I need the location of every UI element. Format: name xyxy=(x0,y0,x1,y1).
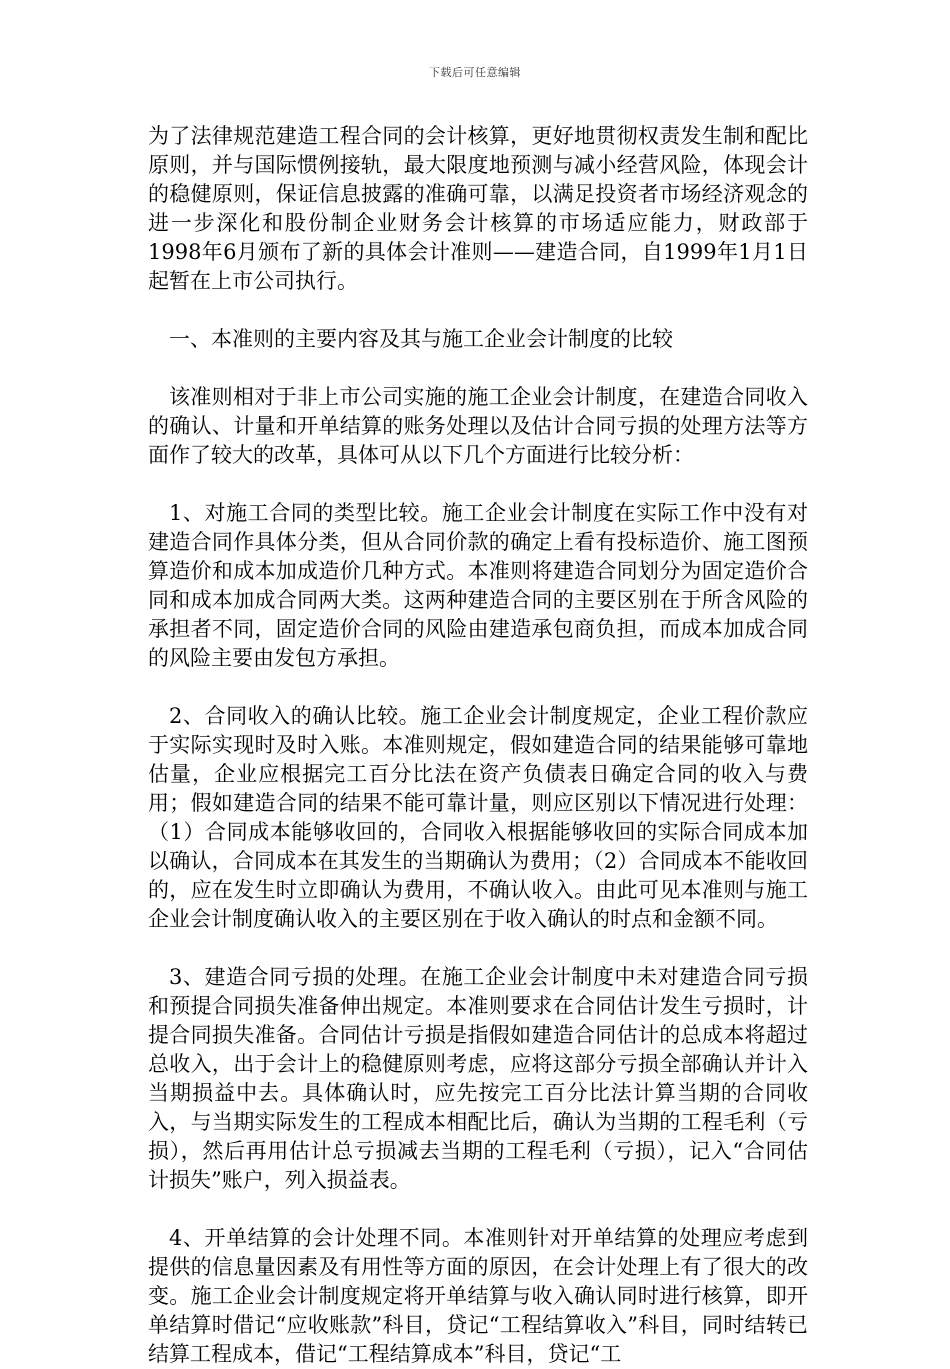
intro-paragraph: 为了法律规范建造工程合同的会计核算，更好地贯彻权责发生制和配比原则，并与国际惯例接轨，最大限度地预测与减小经营风险，体现会计的稳健原则，保证信息披露的准确可靠，以满足投资者市场经济观念的进一步深化和股份制企业财务会计核算的市场适应能力，财政部于1998年6月颁布了新的具体会计准则——建造合同，自1999年1月1日起暂在上市公司执行。 xyxy=(148,124,808,293)
point-3-paragraph: 3、建造合同亏损的处理。在施工企业会计制度中未对建造合同亏损和预提合同损失准备伸出规定。本准则要求在合同估计发生亏损时，计提合同损失准备。合同估计亏损是指假如建造合同估计的总成本将超过总收入，出于会计上的稳健原则考虑，应将这部分亏损全部确认并计入当期损益中去。具体确认时，应先按完工百分比法计算当期的合同收入，与当期实际发生的工程成本相配比后，确认为当期的工程毛利（亏损），然后再用估计总亏损减去当期的工程毛利（亏损），记入“合同估计损失”账户，列入损益表。 xyxy=(148,965,808,1192)
point-1-paragraph: 1、对施工合同的类型比较。施工企业会计制度在实际工作中没有对建造合同作具体分类，但从合同价款的确定上看有投标造价、施工图预算造价和成本加成造价几种方式。本准则将建造合同划分为固定造价合同和成本加成合同两大类。这两种建造合同的主要区别在于所含风险的承担者不同，固定造价合同的风险由建造承包商负担，而成本加成合同的风险主要由发包方承担。 xyxy=(148,501,808,670)
overview-paragraph: 该准则相对于非上市公司实施的施工企业会计制度，在建造合同收入的确认、计量和开单结算的账务处理以及估计合同亏损的处理方法等方面作了较大的改革，具体可从以下几个方面进行比较分析： xyxy=(148,385,808,467)
document-body xyxy=(148,122,808,1366)
point-2-paragraph: 2、合同收入的确认比较。施工企业会计制度规定，企业工程价款应于实际实现时及时入账。本准则规定，假如建造合同的结果能够可靠地估量，企业应根据完工百分比法在资产负债表日确定合同的收入与费用；假如建造合同的结果不能可靠计量，则应区别以下情况进行处理：（1）合同成本能够收回的，合同收入根据能够收回的实际合同成本加以确认，合同成本在其发生的当期确认为费用；（2）合同成本不能收回的，应在发生时立即确认为费用，不确认收入。由此可见本准则与施工企业会计制度确认收入的主要区别在于收入确认的时点和金额不同。 xyxy=(148,704,808,931)
header-note: 下载后可任意编辑 xyxy=(429,66,521,79)
point-4-paragraph: 4、开单结算的会计处理不同。本准则针对开单结算的处理应考虑到提供的信息量因素及有用性等方面的原因，在会计处理上有了很大的改变。施工企业会计制度规定将开单结算与收入确认同时进行核算，即开单结算时借记“应收账款”科目，贷记“工程结算收入”科目，同时结转已结算工程成本，借记“工程结算成本”科目，贷记“工 xyxy=(148,1226,808,1366)
section-heading: 一、本准则的主要内容及其与施工企业会计制度的比较 xyxy=(169,327,673,351)
